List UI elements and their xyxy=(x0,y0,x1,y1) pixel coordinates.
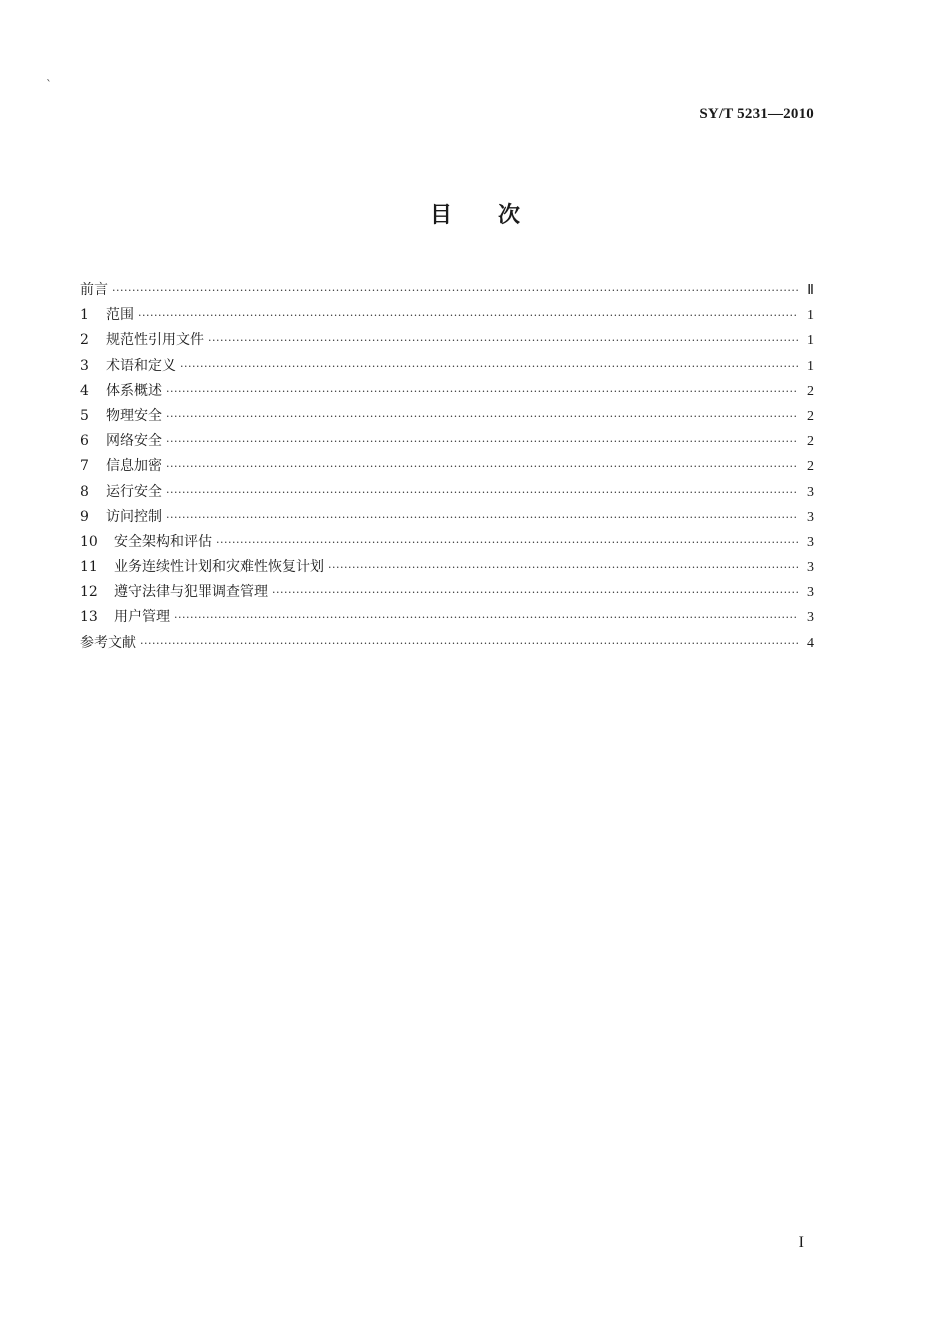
toc-entry-title: 参考文献 xyxy=(80,634,136,651)
standard-code: SY/T 5231—2010 xyxy=(699,106,814,122)
toc-entry-title: 物理安全 xyxy=(106,407,162,424)
toc-entry[interactable] xyxy=(80,454,814,479)
toc-entry[interactable] xyxy=(80,605,814,630)
toc-entry-page: 4 xyxy=(807,635,814,651)
toc-entry-title: 规范性引用文件 xyxy=(106,332,204,349)
toc-entry-number: 10 xyxy=(80,533,98,550)
toc-entry[interactable] xyxy=(80,404,814,429)
toc-entry-title: 体系概述 xyxy=(106,382,162,399)
toc-leader-dots xyxy=(166,429,798,454)
toc-entry-number: 3 xyxy=(80,357,89,374)
scan-mark: ` xyxy=(46,78,52,92)
toc-entry-number: 1 xyxy=(80,307,89,324)
toc-leader-dots xyxy=(112,278,798,303)
toc-entry-title: 遵守法律与犯罪调查管理 xyxy=(114,584,268,601)
toc-entry-number: 11 xyxy=(80,559,98,576)
toc-leader-dots xyxy=(216,530,798,555)
toc-leader-dots xyxy=(328,555,798,580)
toc-entry-number: 5 xyxy=(80,407,89,424)
toc-entry-number: 2 xyxy=(80,332,89,349)
table-of-contents xyxy=(80,278,814,656)
toc-entry-page: Ⅱ xyxy=(807,283,814,298)
toc-entry[interactable] xyxy=(80,580,814,605)
toc-leader-dots xyxy=(166,480,798,505)
toc-entry-number: 7 xyxy=(80,458,89,475)
toc-entry[interactable] xyxy=(80,429,814,454)
toc-entry-number: 6 xyxy=(80,433,89,450)
toc-entry[interactable] xyxy=(80,505,814,530)
toc-entry-title: 术语和定义 xyxy=(106,357,176,374)
toc-entry-number: 8 xyxy=(80,483,89,500)
toc-entry-title: 业务连续性计划和灾难性恢复计划 xyxy=(114,559,324,576)
toc-entry-page: 1 xyxy=(807,358,814,374)
toc-leader-dots xyxy=(180,354,798,379)
toc-entry-title: 信息加密 xyxy=(106,458,162,475)
toc-entry-page: 2 xyxy=(807,434,814,450)
toc-entry-page: 1 xyxy=(807,308,814,324)
toc-entry[interactable] xyxy=(80,278,814,303)
toc-entry[interactable] xyxy=(80,631,814,656)
toc-leader-dots xyxy=(166,505,798,530)
toc-leader-dots xyxy=(174,605,798,630)
toc-leader-dots xyxy=(166,404,798,429)
toc-leader-dots xyxy=(138,303,798,328)
toc-entry[interactable] xyxy=(80,530,814,555)
toc-entry-title: 网络安全 xyxy=(106,433,162,450)
toc-entry-number: 13 xyxy=(80,609,98,626)
toc-entry-page: 3 xyxy=(807,585,814,601)
toc-entry[interactable] xyxy=(80,354,814,379)
toc-entry-page: 3 xyxy=(807,484,814,500)
toc-entry-page: 2 xyxy=(807,383,814,399)
toc-entry-title: 安全架构和评估 xyxy=(114,533,212,550)
toc-entry-page: 2 xyxy=(807,408,814,424)
toc-leader-dots xyxy=(166,379,798,404)
toc-entry[interactable] xyxy=(80,303,814,328)
toc-entry-page: 2 xyxy=(807,459,814,475)
toc-leader-dots xyxy=(166,454,798,479)
toc-entry-page: 3 xyxy=(807,610,814,626)
toc-entry-title: 前言 xyxy=(80,282,108,298)
toc-entry[interactable] xyxy=(80,555,814,580)
toc-entry-title: 访问控制 xyxy=(106,508,162,525)
toc-leader-dots xyxy=(208,328,798,353)
toc-entry-page: 3 xyxy=(807,509,814,525)
toc-leader-dots xyxy=(140,631,798,656)
toc-entry-page: 3 xyxy=(807,534,814,550)
toc-entry-title: 用户管理 xyxy=(114,609,170,626)
toc-entry[interactable] xyxy=(80,480,814,505)
toc-entry-title: 运行安全 xyxy=(106,483,162,500)
page-title: 目次 xyxy=(429,203,566,228)
page-number: I xyxy=(798,1234,804,1251)
toc-entry-page: 1 xyxy=(807,333,814,349)
toc-entry[interactable] xyxy=(80,328,814,353)
toc-entry-number: 9 xyxy=(80,508,89,525)
toc-entry[interactable] xyxy=(80,379,814,404)
toc-entry-number: 4 xyxy=(80,382,89,399)
toc-entry-number: 12 xyxy=(80,584,98,601)
toc-leader-dots xyxy=(272,580,798,605)
toc-entry-page: 3 xyxy=(807,560,814,576)
toc-entry-title: 范围 xyxy=(106,307,134,324)
